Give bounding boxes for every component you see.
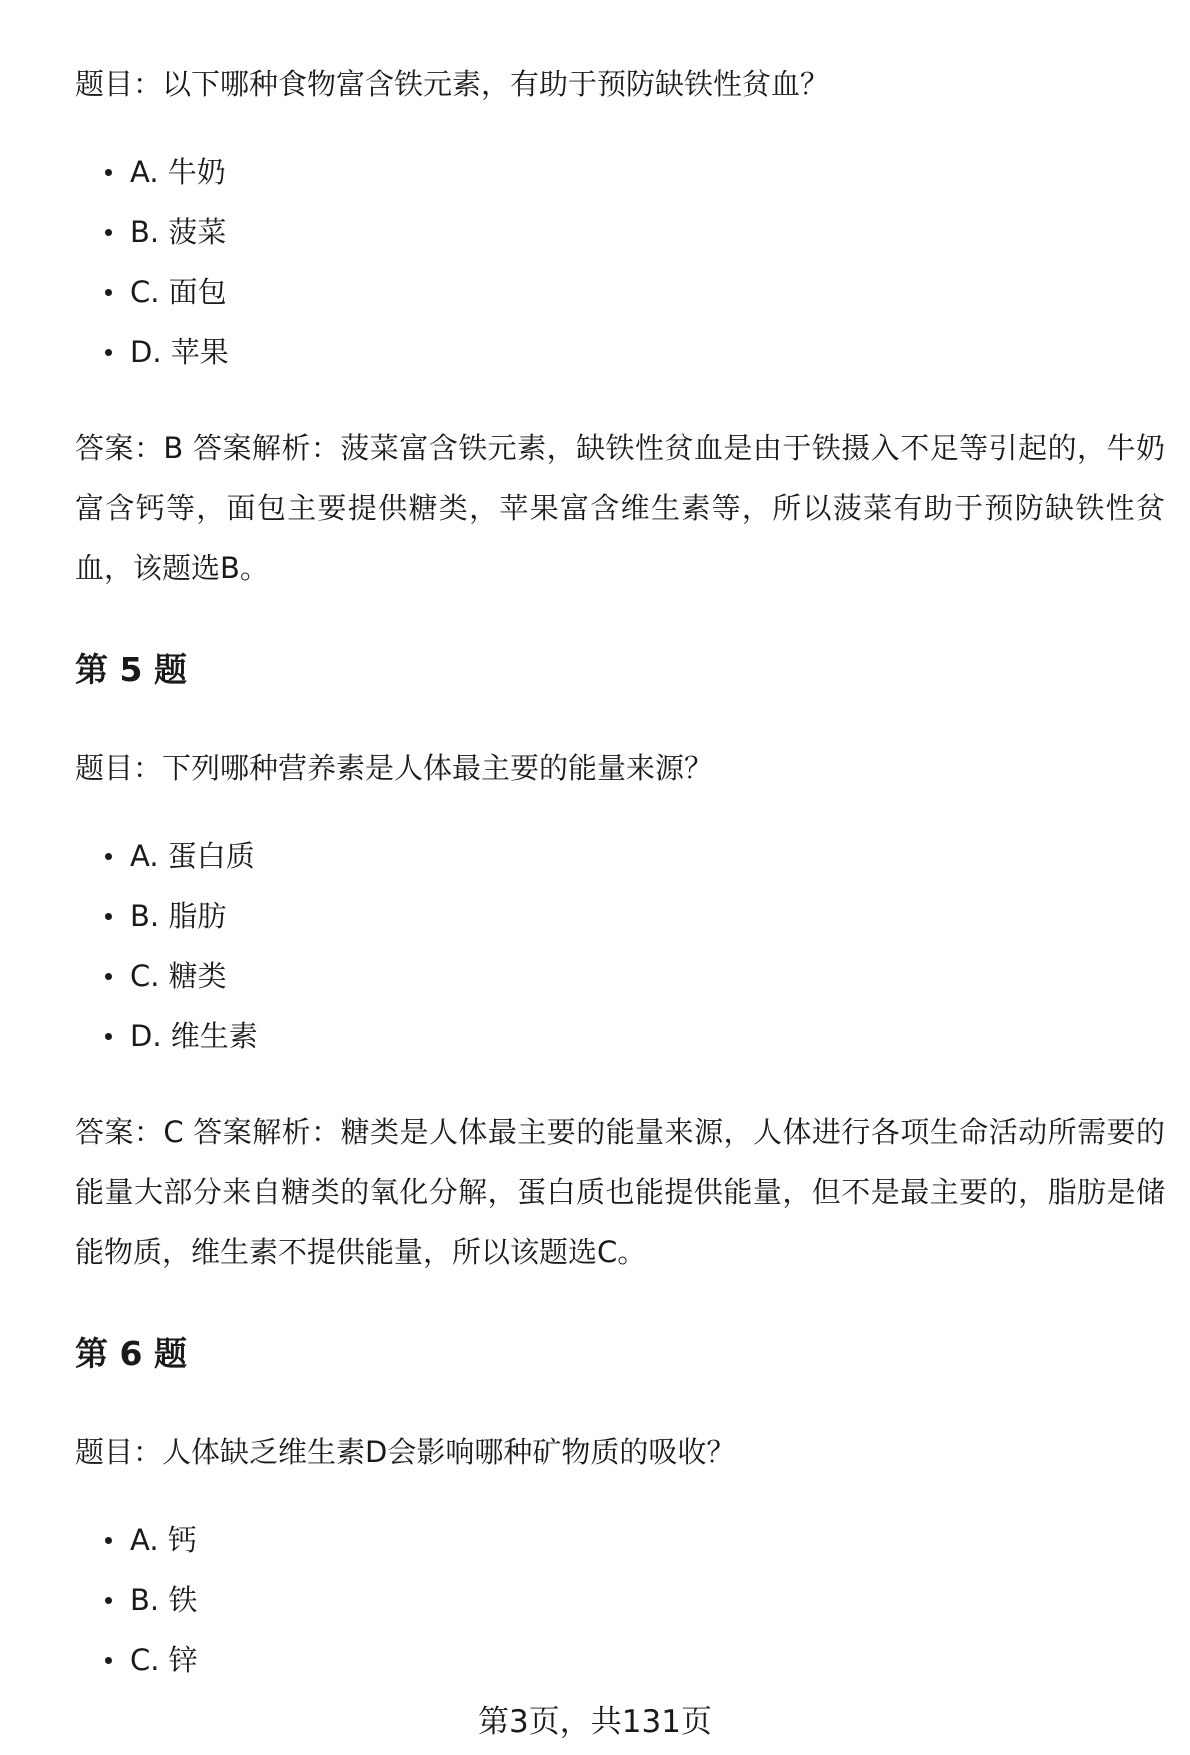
bullet-icon bbox=[105, 1033, 112, 1040]
question-5-title: 第 5 题 bbox=[75, 650, 187, 689]
option-item: B. 菠菜 bbox=[75, 202, 1075, 262]
question-5-options bbox=[75, 826, 1075, 1066]
question-5-stem: 题目：下列哪种营养素是人体最主要的能量来源？ bbox=[75, 751, 714, 785]
question-6-options bbox=[75, 1510, 1075, 1690]
bullet-icon bbox=[105, 913, 112, 920]
question-6-title: 第 6 题 bbox=[75, 1334, 187, 1373]
option-item: C. 锌 bbox=[75, 1630, 1075, 1690]
option-item: D. 维生素 bbox=[75, 1006, 1075, 1066]
option-item: B. 脂肪 bbox=[75, 886, 1075, 946]
page-footer: 第3页，共131页 bbox=[478, 1704, 712, 1740]
question-4-answer: 答案：B 答案解析：菠菜富含铁元素，缺铁性贫血是由于铁摄入不足等引起的，牛奶富含钙等，面包主要提供糖类，苹果富含维生素等，所以菠菜有助于预防缺铁性贫血，该题选B。 bbox=[75, 431, 1165, 585]
option-item: C. 面包 bbox=[75, 262, 1075, 322]
bullet-icon bbox=[105, 973, 112, 980]
question-5-answer: 答案：C 答案解析：糖类是人体最主要的能量来源，人体进行各项生命活动所需要的能量大部分来自糖类的氧化分解，蛋白质也能提供能量，但不是最主要的，脂肪是储能物质，维生素不提供能量，所以该题选C。 bbox=[75, 1115, 1165, 1269]
bullet-icon bbox=[105, 853, 112, 860]
option-item: A. 钙 bbox=[75, 1510, 1075, 1570]
option-item: C. 糖类 bbox=[75, 946, 1075, 1006]
bullet-icon bbox=[105, 1657, 112, 1664]
bullet-icon bbox=[105, 229, 112, 236]
option-item: A. 蛋白质 bbox=[75, 826, 1075, 886]
question-6-stem: 题目：人体缺乏维生素D会影响哪种矿物质的吸收？ bbox=[75, 1435, 736, 1469]
bullet-icon bbox=[105, 289, 112, 296]
bullet-icon bbox=[105, 1597, 112, 1604]
option-item: A. 牛奶 bbox=[75, 142, 1075, 202]
bullet-icon bbox=[105, 169, 112, 176]
question-4-stem: 题目：以下哪种食物富含铁元素，有助于预防缺铁性贫血？ bbox=[75, 67, 830, 101]
bullet-icon bbox=[105, 349, 112, 356]
bullet-icon bbox=[105, 1537, 112, 1544]
question-4-options bbox=[75, 142, 1075, 382]
option-item: B. 铁 bbox=[75, 1570, 1075, 1630]
option-item: D. 苹果 bbox=[75, 322, 1075, 382]
